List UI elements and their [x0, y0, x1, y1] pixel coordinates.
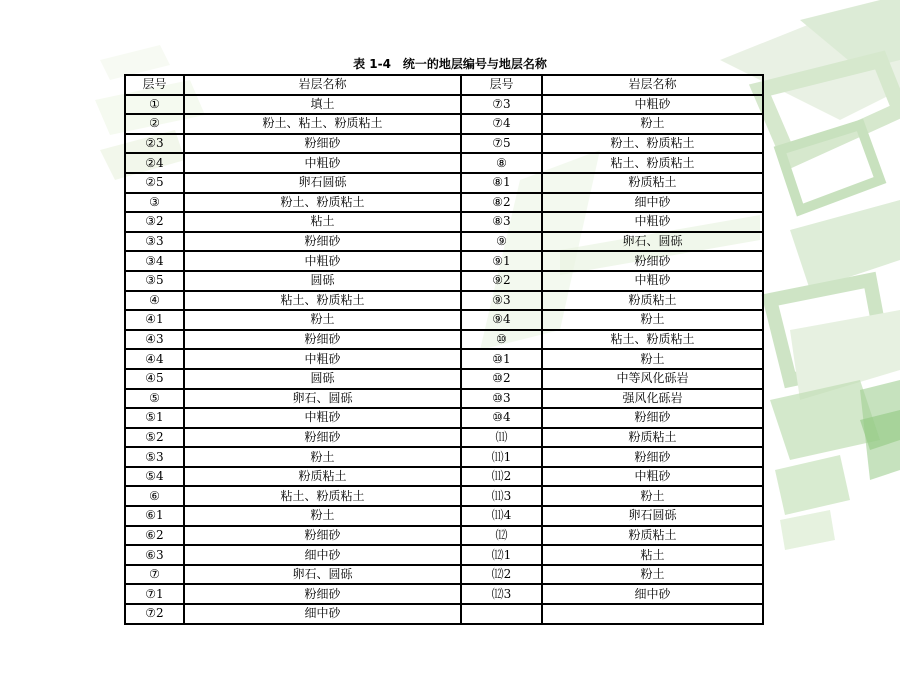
- cell-rock-name-left: 中粗砂: [184, 408, 461, 428]
- cell-rock-name-right: 卵石圆砾: [542, 506, 763, 526]
- cell-rock-name-left: 中粗砂: [184, 251, 461, 271]
- cell-rock-name-right: 粉土、粉质粘土: [542, 134, 763, 154]
- cell-rock-name-right: 粉土: [542, 310, 763, 330]
- table-header-row: [125, 75, 763, 95]
- table-row: [125, 291, 763, 311]
- cell-rock-name-right: 细中砂: [542, 584, 763, 604]
- cell-layer-no-left: ③3: [125, 232, 184, 252]
- table-row: [125, 193, 763, 213]
- cell-rock-name-right: 粉细砂: [542, 251, 763, 271]
- cell-layer-no-left: ④: [125, 291, 184, 311]
- cell-layer-no-left: ③: [125, 193, 184, 213]
- cell-layer-no-left: ②3: [125, 134, 184, 154]
- cell-rock-name-left: 粉细砂: [184, 526, 461, 546]
- cell-rock-name-left: 卵石、圆砾: [184, 389, 461, 409]
- table-row: [125, 114, 763, 134]
- cell-rock-name-left: 填土: [184, 95, 461, 115]
- cell-layer-no-left: ⑤: [125, 389, 184, 409]
- cell-rock-name-right: 粉土: [542, 114, 763, 134]
- table-row: [125, 271, 763, 291]
- cell-rock-name-left: 细中砂: [184, 545, 461, 565]
- cell-layer-no-left: ③5: [125, 271, 184, 291]
- table-row: [125, 526, 763, 546]
- cell-rock-name-right: 中粗砂: [542, 271, 763, 291]
- cell-layer-no-right: ⑨2: [461, 271, 542, 291]
- cell-rock-name-right: 粉细砂: [542, 408, 763, 428]
- cell-rock-name-right: 粉土: [542, 565, 763, 585]
- strata-table: [124, 74, 764, 625]
- cell-layer-no-right: ⑾3: [461, 486, 542, 506]
- cell-layer-no-left: ②5: [125, 173, 184, 193]
- table-body: [125, 95, 763, 624]
- cell-rock-name-right: 粘土、粉质粘土: [542, 153, 763, 173]
- cell-rock-name-right: 中粗砂: [542, 467, 763, 487]
- cell-layer-no-right: ⑧2: [461, 193, 542, 213]
- cell-layer-no-right: ⑨1: [461, 251, 542, 271]
- cell-rock-name-right: 粉土: [542, 486, 763, 506]
- cell-layer-no-right: ⑦5: [461, 134, 542, 154]
- cell-rock-name-right: 粉细砂: [542, 447, 763, 467]
- table-row: [125, 212, 763, 232]
- cell-layer-no-right: ⑨: [461, 232, 542, 252]
- cell-rock-name-left: 中粗砂: [184, 349, 461, 369]
- table-row: [125, 349, 763, 369]
- cell-layer-no-left: ④1: [125, 310, 184, 330]
- cell-rock-name-right: 中粗砂: [542, 212, 763, 232]
- cell-layer-no-left: ⑤4: [125, 467, 184, 487]
- cell-layer-no-left: ③2: [125, 212, 184, 232]
- cell-rock-name-left: 卵石、圆砾: [184, 565, 461, 585]
- cell-rock-name-left: 粉质粘土: [184, 467, 461, 487]
- cell-rock-name-right: 粉质粘土: [542, 291, 763, 311]
- cell-layer-no-right: ⑿1: [461, 545, 542, 565]
- cell-layer-no-right: ⑿2: [461, 565, 542, 585]
- cell-layer-no-left: ④3: [125, 330, 184, 350]
- cell-layer-no-left: ⑥1: [125, 506, 184, 526]
- cell-rock-name-right: 强风化砾岩: [542, 389, 763, 409]
- cell-rock-name-left: 粉细砂: [184, 134, 461, 154]
- cell-rock-name-left: 卵石圆砾: [184, 173, 461, 193]
- cell-layer-no-right: ⑩4: [461, 408, 542, 428]
- cell-layer-no-right: ⑧1: [461, 173, 542, 193]
- table-row: [125, 604, 763, 624]
- cell-layer-no-right: ⑩3: [461, 389, 542, 409]
- cell-layer-no-right: ⑾2: [461, 467, 542, 487]
- table-row: [125, 584, 763, 604]
- cell-rock-name-right: 粉土: [542, 349, 763, 369]
- table-row: [125, 251, 763, 271]
- table-row: [125, 369, 763, 389]
- cell-layer-no-left: ⑥: [125, 486, 184, 506]
- table-row: [125, 408, 763, 428]
- cell-rock-name-right: 粉质粘土: [542, 526, 763, 546]
- table-row: [125, 330, 763, 350]
- table-row: [125, 134, 763, 154]
- cell-rock-name-left: 粉土、粉质粘土: [184, 193, 461, 213]
- cell-layer-no-left: ⑦2: [125, 604, 184, 624]
- table-row: [125, 95, 763, 115]
- cell-layer-no-left: ④5: [125, 369, 184, 389]
- cell-layer-no-right: ⑧3: [461, 212, 542, 232]
- cell-rock-name-right: 粘土、粉质粘土: [542, 330, 763, 350]
- cell-layer-no-right: ⑾4: [461, 506, 542, 526]
- cell-rock-name-left: 细中砂: [184, 604, 461, 624]
- cell-layer-no-left: ④4: [125, 349, 184, 369]
- cell-rock-name-left: 粘土、粉质粘土: [184, 486, 461, 506]
- table-row: [125, 545, 763, 565]
- cell-rock-name-left: 粉土: [184, 447, 461, 467]
- cell-rock-name-left: 粉土、粘土、粉质粘土: [184, 114, 461, 134]
- cell-layer-no-left: ⑤2: [125, 428, 184, 448]
- cell-layer-no-right: ⑩: [461, 330, 542, 350]
- cell-layer-no-right: ⑨4: [461, 310, 542, 330]
- cell-layer-no-left: ⑤3: [125, 447, 184, 467]
- cell-layer-no-left: ③4: [125, 251, 184, 271]
- cell-rock-name-left: 圆砾: [184, 271, 461, 291]
- cell-rock-name-right: 卵石、圆砾: [542, 232, 763, 252]
- cell-layer-no-left: ⑥3: [125, 545, 184, 565]
- table-row: [125, 232, 763, 252]
- cell-layer-no-right: ⑨3: [461, 291, 542, 311]
- header-layer-no: 层号: [125, 75, 184, 95]
- table-row: [125, 565, 763, 585]
- cell-rock-name-right: 粉质粘土: [542, 428, 763, 448]
- cell-rock-name-right: 细中砂: [542, 193, 763, 213]
- cell-layer-no-right: ⑩2: [461, 369, 542, 389]
- header-rock-name: 岩层名称: [184, 75, 461, 95]
- table-row: [125, 173, 763, 193]
- table-row: [125, 428, 763, 448]
- cell-layer-no-left: ②4: [125, 153, 184, 173]
- cell-layer-no-right: ⑿3: [461, 584, 542, 604]
- cell-layer-no-right: ⑦4: [461, 114, 542, 134]
- cell-layer-no-right: ⑿: [461, 526, 542, 546]
- cell-rock-name-right: 中粗砂: [542, 95, 763, 115]
- cell-rock-name-left: 圆砾: [184, 369, 461, 389]
- cell-layer-no-left: ⑦: [125, 565, 184, 585]
- cell-layer-no-left: ②: [125, 114, 184, 134]
- cell-layer-no-right: ⑩1: [461, 349, 542, 369]
- cell-layer-no-right: ⑧: [461, 153, 542, 173]
- cell-layer-no-right: ⑦3: [461, 95, 542, 115]
- cell-layer-no-right: ⑾: [461, 428, 542, 448]
- cell-layer-no-left: ⑦1: [125, 584, 184, 604]
- table-row: [125, 153, 763, 173]
- table-row: [125, 467, 763, 487]
- cell-rock-name-left: 粉土: [184, 310, 461, 330]
- cell-rock-name-left: 粘土: [184, 212, 461, 232]
- cell-layer-no-left: ①: [125, 95, 184, 115]
- cell-rock-name-left: 粘土、粉质粘土: [184, 291, 461, 311]
- cell-layer-no-right: ⑾1: [461, 447, 542, 467]
- table-row: [125, 506, 763, 526]
- cell-rock-name-left: 粉细砂: [184, 232, 461, 252]
- table-row: [125, 389, 763, 409]
- cell-rock-name-right: 粉质粘土: [542, 173, 763, 193]
- cell-layer-no-right: [461, 604, 542, 624]
- cell-rock-name-right: 中等风化砾岩: [542, 369, 763, 389]
- cell-rock-name-left: 粉细砂: [184, 428, 461, 448]
- cell-rock-name-left: 中粗砂: [184, 153, 461, 173]
- cell-rock-name-right: 粘土: [542, 545, 763, 565]
- table-row: [125, 447, 763, 467]
- cell-layer-no-left: ⑥2: [125, 526, 184, 546]
- cell-layer-no-left: ⑤1: [125, 408, 184, 428]
- table-row: [125, 486, 763, 506]
- table-caption: 表 1-4 统一的地层编号与地层名称: [353, 57, 547, 71]
- header-rock-name: 岩层名称: [542, 75, 763, 95]
- cell-rock-name-left: 粉细砂: [184, 330, 461, 350]
- cell-rock-name-left: 粉土: [184, 506, 461, 526]
- cell-rock-name-right: [542, 604, 763, 624]
- cell-rock-name-left: 粉细砂: [184, 584, 461, 604]
- table-row: [125, 310, 763, 330]
- header-layer-no: 层号: [461, 75, 542, 95]
